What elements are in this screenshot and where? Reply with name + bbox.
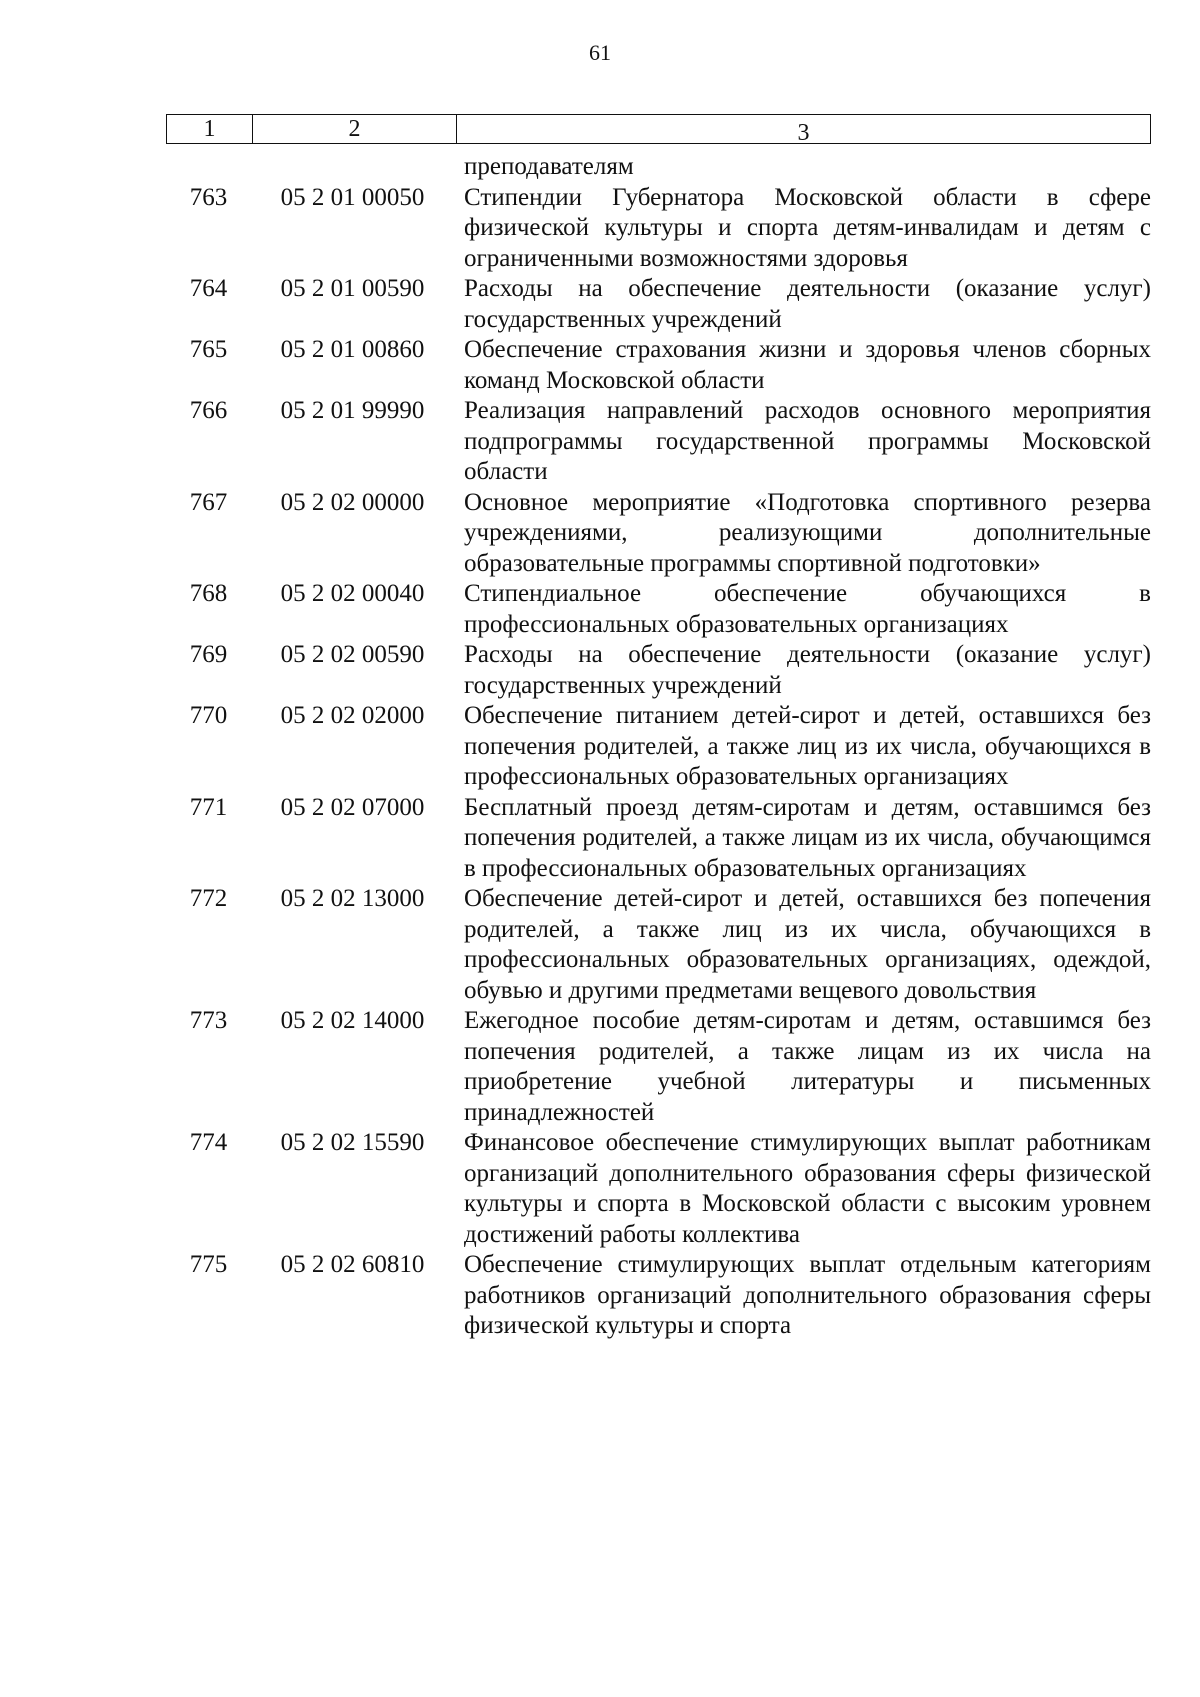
- row-code: 05 2 01 00590: [280, 275, 425, 302]
- row-description: Бесплатный проезд детям-сиротам и детям, оставшимся без попечения родителей, а также лицам из их числа, обучающимся в профессиональных образовательных организациях: [464, 793, 1151, 882]
- row-code: 05 2 02 02000: [280, 702, 425, 729]
- table-row: [166, 793, 1151, 885]
- table-row: [166, 640, 1151, 701]
- row-description: Основное мероприятие «Подготовка спортивного резерва учреждениями, реализующими дополнительные образовательные программы спортивной подготовки»: [464, 488, 1151, 577]
- row-number: 774: [189, 1129, 228, 1156]
- row-code: 05 2 02 00000: [280, 488, 425, 516]
- continuation-text: преподавателям: [464, 153, 634, 180]
- row-number: 767: [189, 488, 228, 516]
- row-number: 766: [189, 397, 228, 424]
- row-description: Ежегодное пособие детям-сиротам и детям, оставшимся без попечения родителей, а также лицам из их числа на приобретение учебной литературы и письменных принадлежностей: [464, 1007, 1151, 1126]
- table-body: [166, 152, 1151, 1342]
- row-number: 770: [189, 702, 228, 729]
- row-description: Стипендии Губернатора Московской области в сфере физической культуры и спорта детям-инвалидам и детям с ограниченными возможностями здоровья: [464, 183, 1151, 272]
- column-header-1: 1: [203, 116, 216, 142]
- column-header-3: 3: [456, 115, 1150, 143]
- table-row: [166, 701, 1151, 793]
- row-description: Обеспечение питанием детей-сирот и детей, оставшихся без попечения родителей, а также лиц из их числа, обучающихся в профессиональных образовательных организациях: [464, 702, 1151, 790]
- row-number: 764: [189, 275, 228, 302]
- row-number: 773: [189, 1007, 228, 1034]
- row-code: 05 2 01 00860: [280, 336, 425, 363]
- row-code: 05 2 01 00050: [280, 183, 425, 211]
- table-row: [166, 1250, 1151, 1342]
- row-number: 768: [189, 580, 228, 607]
- page-number: 61: [589, 40, 611, 65]
- table-row: [166, 884, 1151, 1006]
- row-number: 769: [189, 641, 228, 668]
- row-description: Обеспечение детей-сирот и детей, оставшихся без попечения родителей, а также лиц из их числа, обучающихся в профессиональных образовательных организациях, одеждой, обувью и другими предметами вещевого довольствия: [464, 885, 1151, 1004]
- row-number: 763: [189, 183, 228, 211]
- table-row: [166, 488, 1151, 580]
- row-number: 772: [189, 885, 228, 912]
- row-code: 05 2 02 60810: [280, 1251, 425, 1278]
- row-code: 05 2 02 00040: [280, 580, 425, 607]
- row-code: 05 2 02 13000: [280, 885, 425, 912]
- table-row: [166, 579, 1151, 640]
- row-number: 775: [189, 1251, 228, 1278]
- row-code: 05 2 02 15590: [280, 1129, 425, 1156]
- row-description: Расходы на обеспечение деятельности (оказание услуг) государственных учреждений: [464, 275, 1151, 333]
- row-number: 765: [189, 336, 228, 363]
- row-code: 05 2 01 99990: [280, 397, 425, 424]
- table-row: [166, 1128, 1151, 1250]
- row-code: 05 2 02 00590: [280, 641, 425, 668]
- row-description: Стипендиальное обеспечение обучающихся в профессиональных образовательных организациях: [464, 580, 1151, 638]
- row-number: 771: [189, 793, 228, 821]
- continuation-row: [166, 152, 1151, 183]
- table-header: [166, 114, 1151, 144]
- row-description: Реализация направлений расходов основного мероприятия подпрограммы государственной программы Московской области: [464, 397, 1151, 485]
- row-description: Обеспечение стимулирующих выплат отдельным категориям работников организаций дополнительного образования сферы физической культуры и спорта: [464, 1251, 1151, 1339]
- row-code: 05 2 02 14000: [280, 1007, 425, 1034]
- table-row: [166, 1006, 1151, 1128]
- table-row: [166, 396, 1151, 488]
- table-row: [166, 335, 1151, 396]
- row-description: Финансовое обеспечение стимулирующих выплат работникам организаций дополнительного образования сферы физической культуры и спорта в Московской области с высоким уровнем достижений работы коллектива: [464, 1129, 1151, 1248]
- row-description: Обеспечение страхования жизни и здоровья членов сборных команд Московской области: [464, 336, 1151, 394]
- row-code: 05 2 02 07000: [280, 793, 425, 821]
- column-header-2: 2: [252, 115, 456, 143]
- row-description: Расходы на обеспечение деятельности (оказание услуг) государственных учреждений: [464, 641, 1151, 699]
- table-row: [166, 274, 1151, 335]
- table-row: [166, 183, 1151, 275]
